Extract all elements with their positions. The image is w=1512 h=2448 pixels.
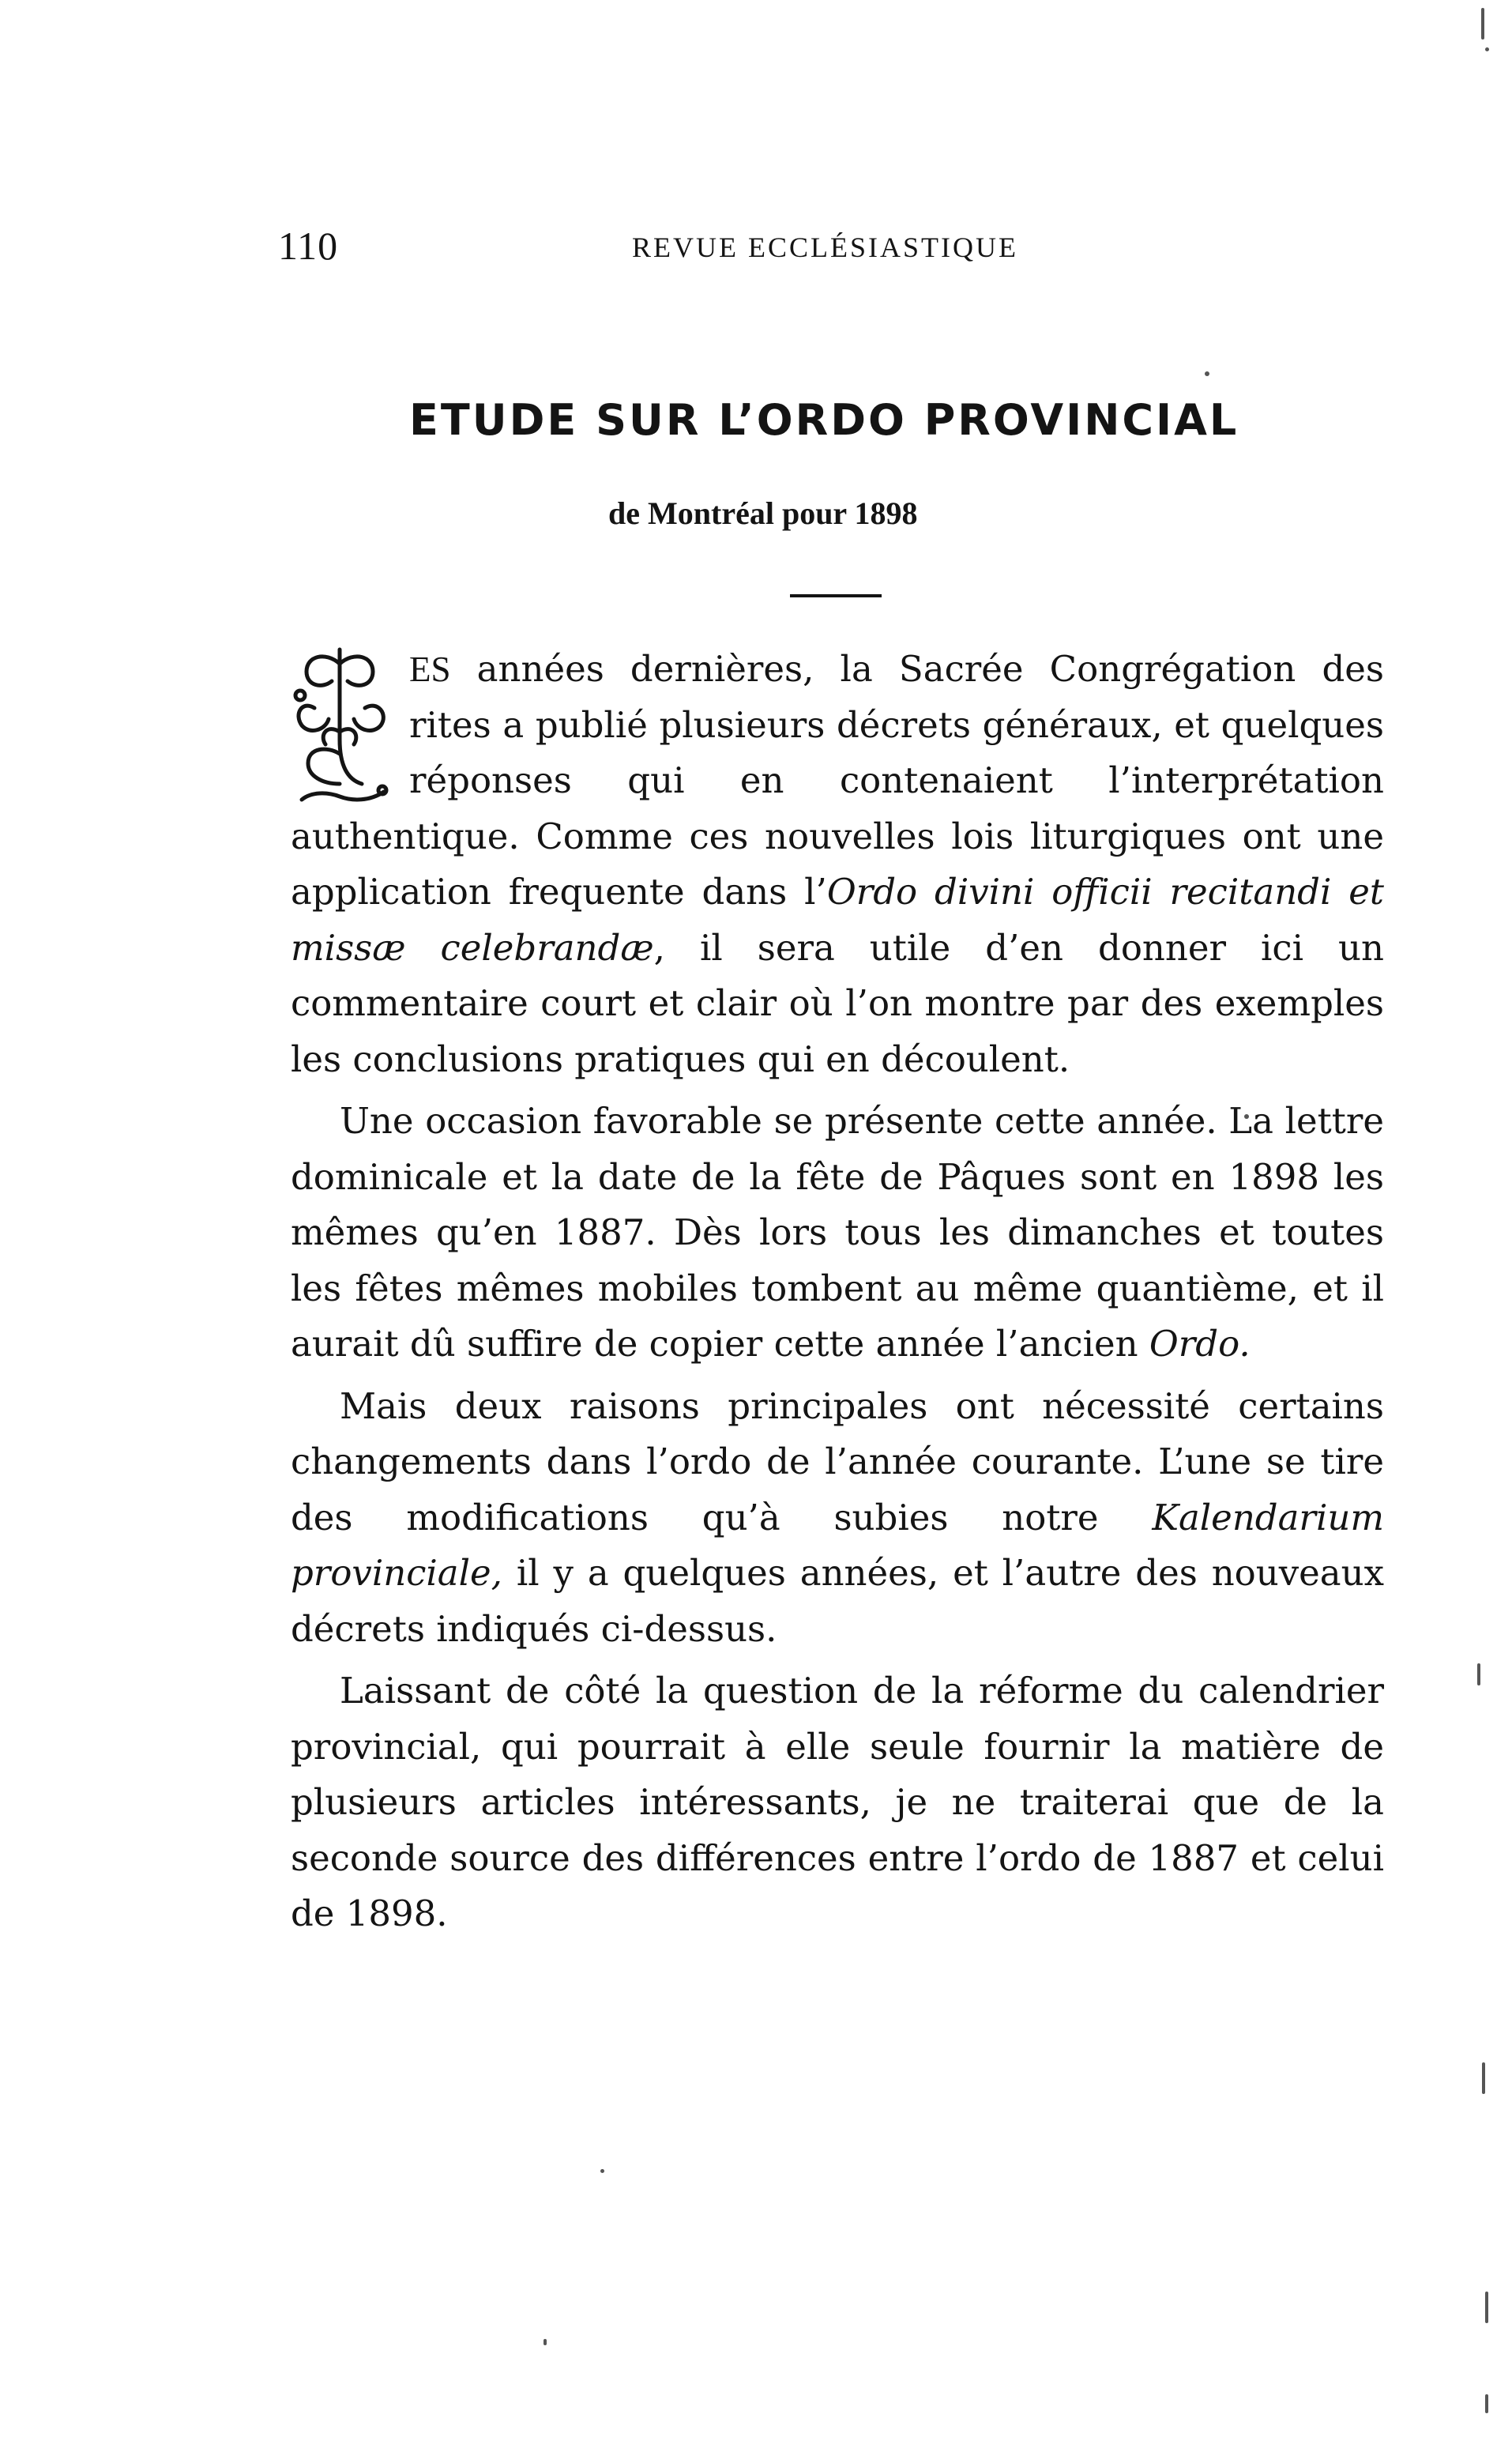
paragraph-3 [291,1379,1384,1658]
paragraph-2-italic: Ordo. [1149,1323,1251,1365]
paragraph-4-text-a: Laissant de côté la question de la réforme du calendrier provincial, qui pourrait à elle seule fournir la matière de plusieurs articles intéressants, je ne traiterai que de la seconde source des différences entre l’ordo de 1887 et celui de 1898. [291,1670,1384,1934]
paragraph-1 [291,642,1384,1087]
initial-rest: ES [409,650,451,689]
running-head: REVUE ECCLÉSIASTIQUE [632,232,1018,263]
ornamental-initial-L-icon [291,645,400,803]
article-title: ETUDE SUR L’ORDO PROVINCIAL [409,395,1239,445]
title-rule [790,594,882,597]
paragraph-2-text-a: Une occasion favorable se présente cette année. La lettre dominicale et la date de la fête de Pâques sont en 1898 les mêmes qu’en 1887. Dès lors tous les dimanches et toutes les fêtes mêmes mobiles tombent au même quantième, et il aurait dû suffire de copier cette année l’ancien [291,1100,1384,1365]
paragraph-3-italic: Kalendarium provinciale, [291,1496,1384,1594]
article-subtitle: de Montréal pour 1898 [608,495,918,531]
paragraph-4 [291,1663,1384,1942]
paragraph-1-text-a: années dernières, la Sacrée Congrégation des rites a publié plusieurs décrets généraux, et quelques réponses qui en contenaient l’interprétation authentique. Comme ces nouvelles lois liturgiques ont une application frequente dans l’ [291,648,1384,913]
article-body [291,642,1384,1949]
page-number: 110 [278,224,339,268]
paragraph-3-text-b: il y a quelques années, et l’autre des nouveaux décrets indiqués ci-dessus. [291,1552,1384,1650]
paragraph-3-text-a: Mais deux raisons principales ont nécessité certains changements dans l’ordo de l’année courante. L’une se tire des modifications qu’à subies notre [291,1384,1384,1538]
paragraph-1-text-b: , il sera utile d’en donner ici un commentaire court et clair où l’on montre par des exemples les conclusions pratiques qui en découlent. [291,926,1384,1080]
paragraph-1-italic: Ordo divini officii recitandi et missæ celebrandæ [291,871,1384,969]
paragraph-2 [291,1094,1384,1373]
